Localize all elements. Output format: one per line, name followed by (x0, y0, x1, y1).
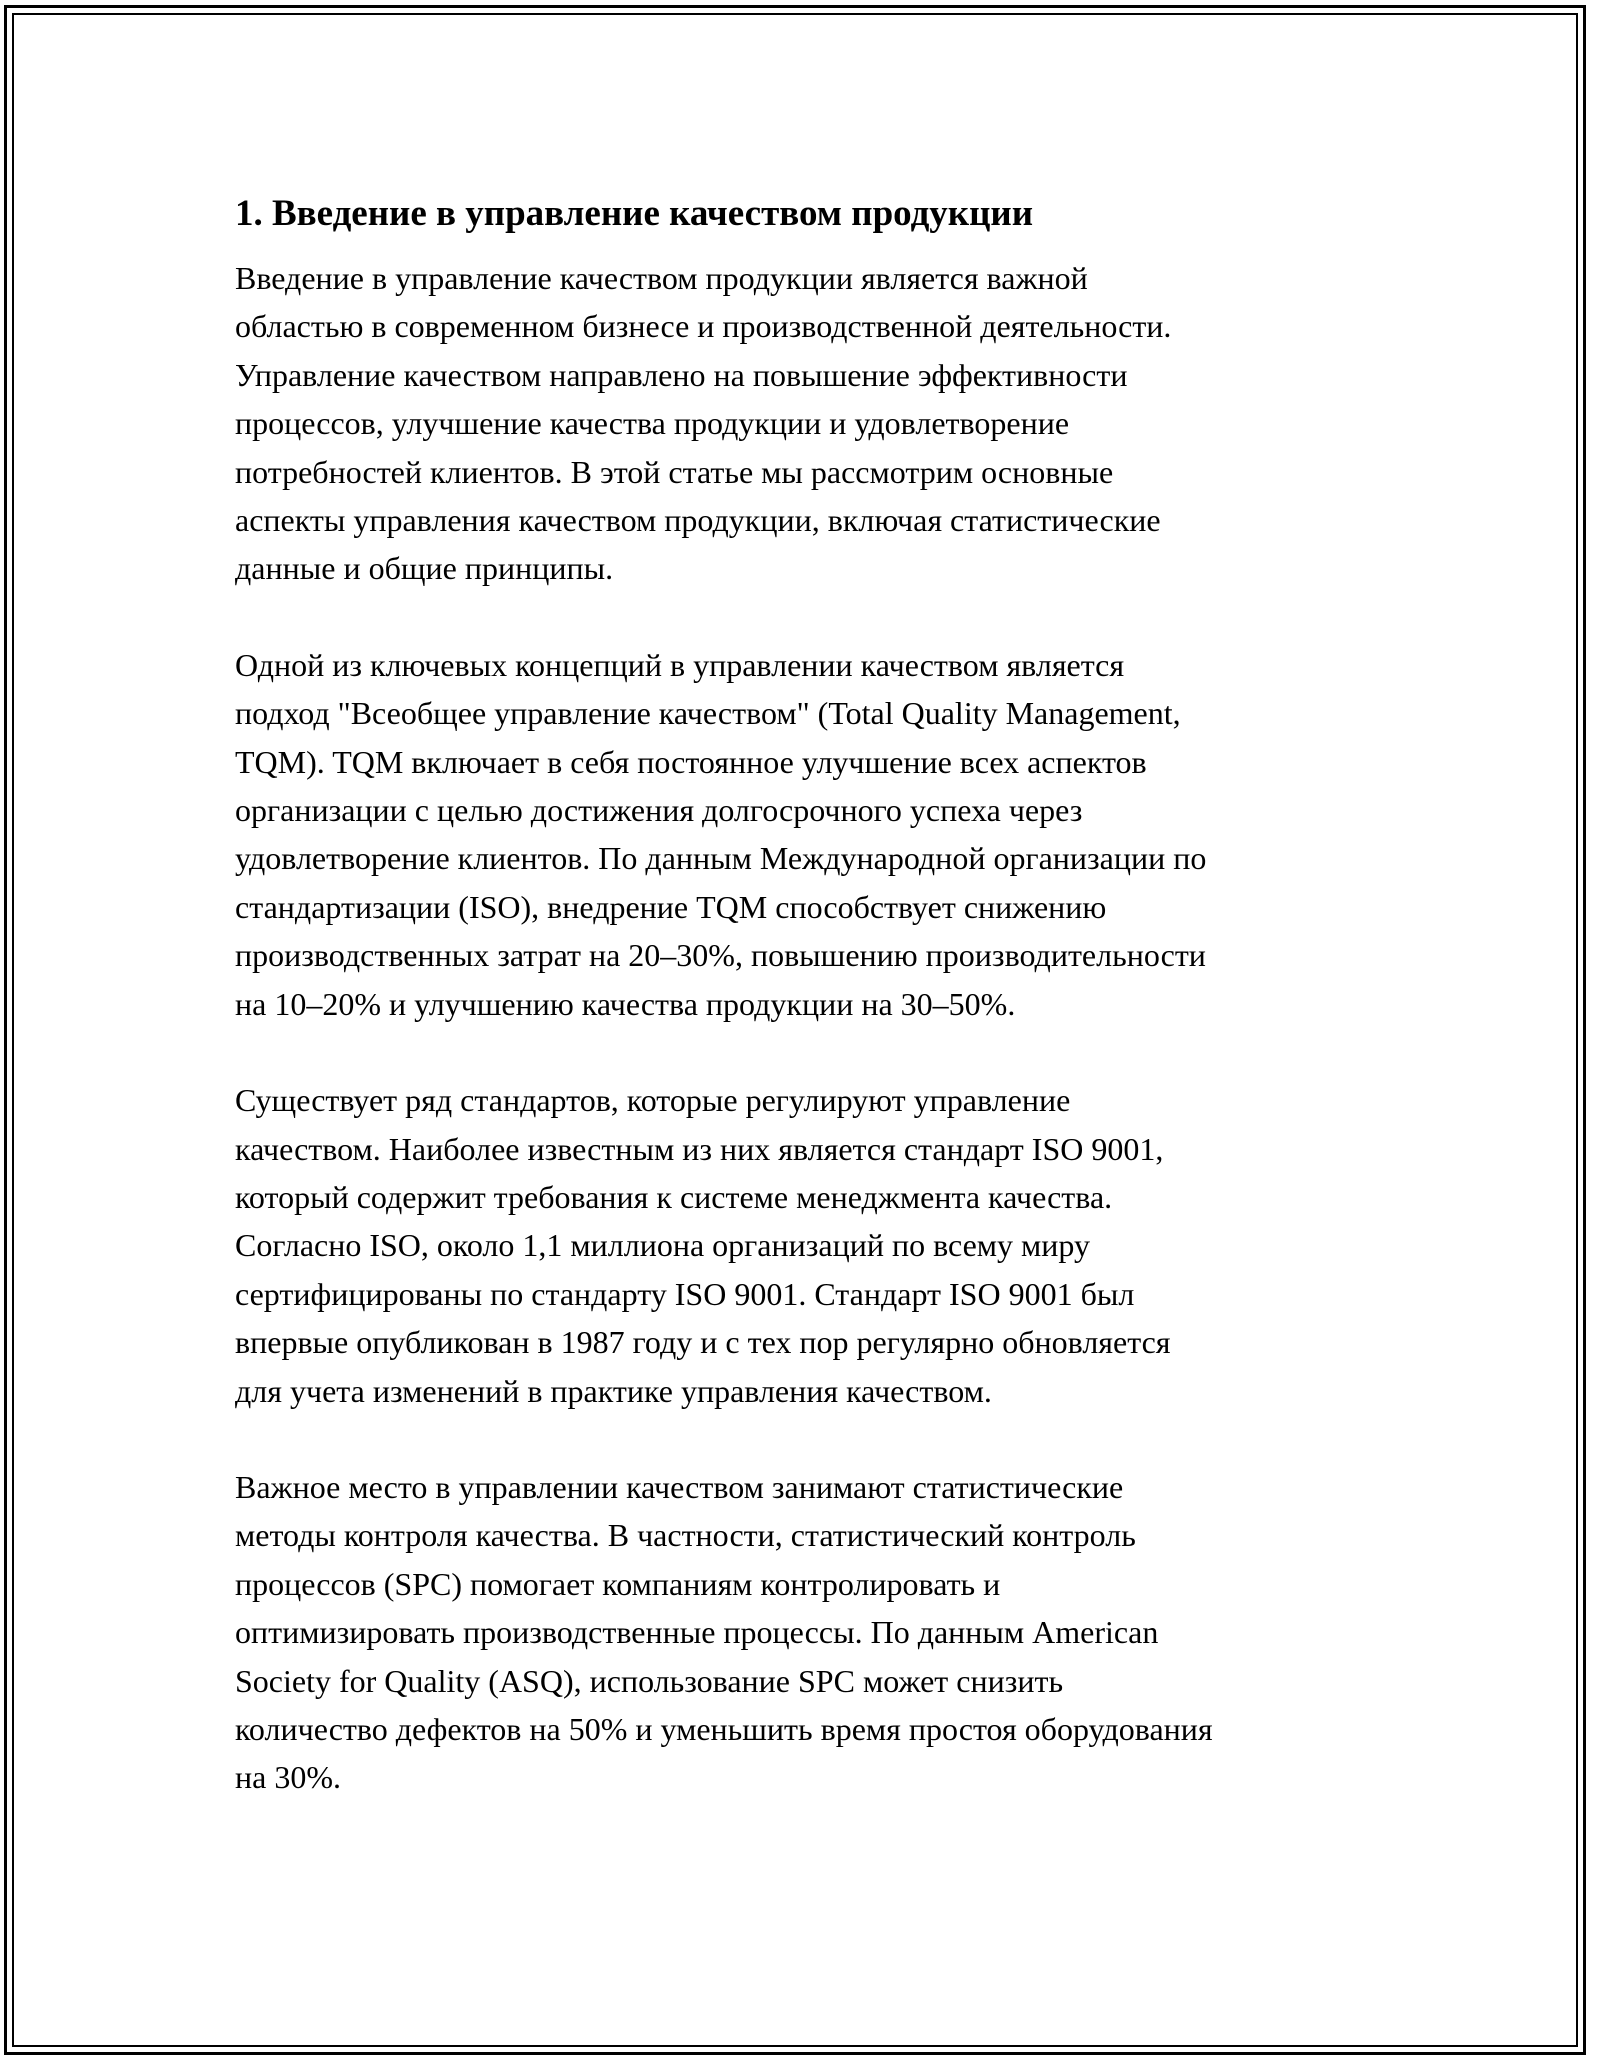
text-line: Важное место в управлении качеством занимают статистические (235, 1468, 1124, 1505)
text-line: Согласно ISO, около 1,1 миллиона организаций по всему миру (235, 1227, 1090, 1264)
text-line: процессов (SPC) помогает компаниям контролировать и (235, 1565, 1001, 1602)
text-line: областью в современном бизнесе и производственной деятельности. (235, 308, 1172, 345)
text-line: производственных затрат на 20–30%, повышению производительности (235, 937, 1206, 974)
text-line: Управление качеством направлено на повышение эффективности (235, 356, 1128, 393)
text-line: Существует ряд стандартов, которые регулируют управление (235, 1082, 1071, 1119)
text-line: который содержит требования к системе менеджмента качества. (235, 1178, 1113, 1215)
text-line: процессов, улучшение качества продукции и удовлетворение (235, 405, 1070, 442)
text-line: оптимизировать производственные процессы. По данным American (235, 1614, 1159, 1651)
paragraph-iso-standards (235, 1076, 1405, 1415)
text-line: потребностей клиентов. В этой статье мы рассмотрим основные (235, 453, 1114, 490)
text-line: подход "Всеобщее управление качеством" (Total Quality Management, (235, 695, 1181, 732)
paragraph-tqm (235, 641, 1405, 1028)
text-line: организации с целью достижения долгосрочного успеха через (235, 792, 1083, 829)
document-body (235, 186, 1405, 1850)
text-line: данные и общие принципы. (235, 550, 614, 587)
text-line: удовлетворение клиентов. По данным Международной организации по (235, 840, 1207, 877)
text-line: аспекты управления качеством продукции, включая статистические (235, 502, 1161, 539)
section-heading: 1. Введение в управление качеством продукции (235, 193, 1034, 234)
text-line: на 30%. (235, 1759, 341, 1796)
text-line: методы контроля качества. В частности, статистический контроль (235, 1517, 1136, 1554)
text-line: для учета изменений в практике управления качеством. (235, 1372, 992, 1409)
text-line: количество дефектов на 50% и уменьшить время простоя оборудования (235, 1710, 1213, 1747)
text-line: качеством. Наиболее известным из них является стандарт ISO 9001, (235, 1130, 1164, 1167)
paragraph-introduction (235, 254, 1405, 593)
text-line: Society for Quality (ASQ), использование SPC может снизить (235, 1662, 1064, 1699)
text-line: Введение в управление качеством продукции является важной (235, 260, 1088, 296)
text-line: TQM). TQM включает в себя постоянное улучшение всех аспектов (235, 743, 1147, 780)
text-line: сертифицированы по стандарту ISO 9001. Стандарт ISO 9001 был (235, 1275, 1135, 1312)
text-line: Одной из ключевых концепций в управлении качеством является (235, 646, 1125, 683)
text-line: на 10–20% и улучшению качества продукции на 30–50%. (235, 985, 1016, 1022)
paragraph-spc (235, 1463, 1405, 1802)
text-line: впервые опубликован в 1987 году и с тех пор регулярно обновляется (235, 1324, 1171, 1361)
text-line: стандартизации (ISO), внедрение TQM способствует снижению (235, 888, 1107, 925)
